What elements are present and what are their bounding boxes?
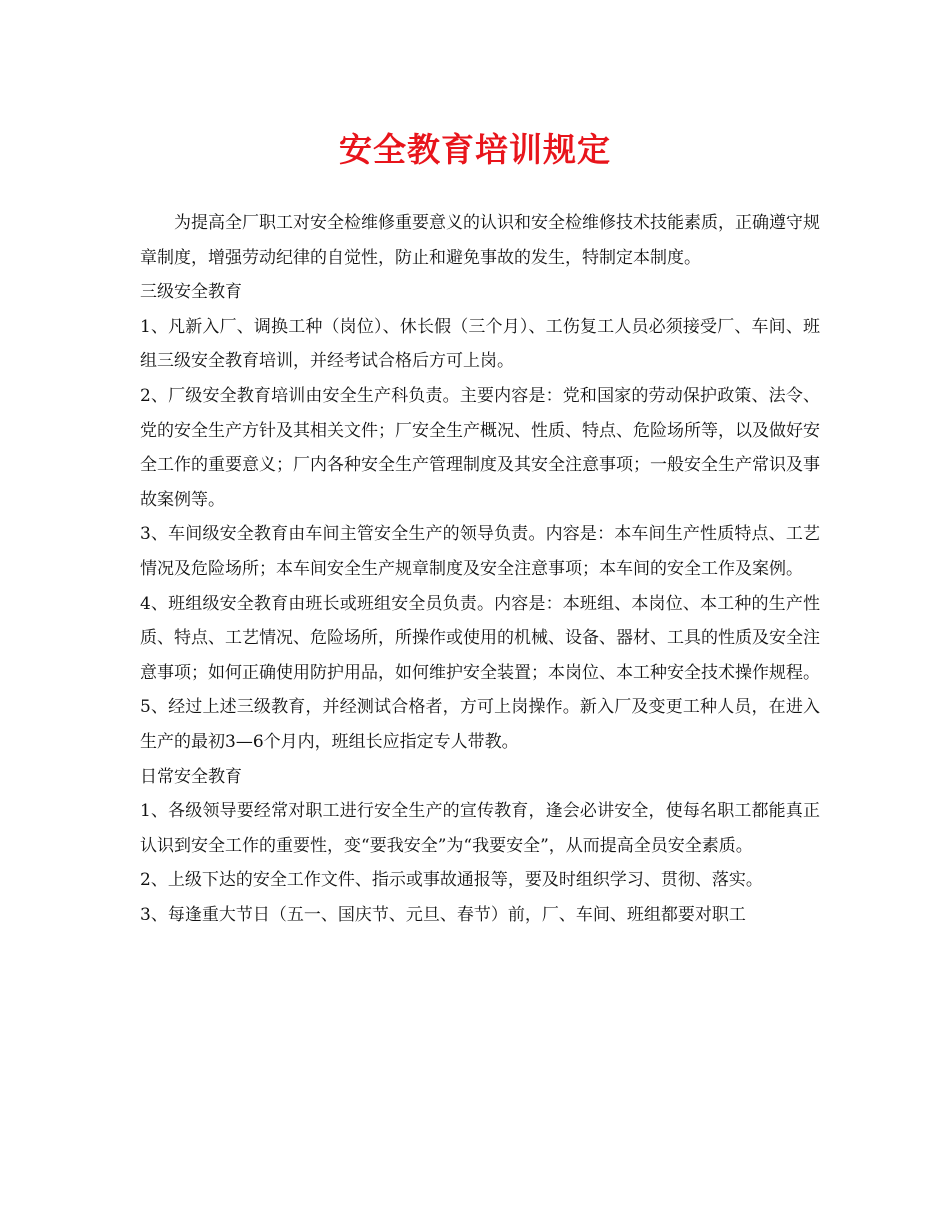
list-item: 2、厂级安全教育培训由安全生产科负责。主要内容是：党和国家的劳动保护政策、法令、党的安全生产方针及其相关文件；厂安全生产概况、性质、特点、危险场所等，以及做好安全工作的重要意义；厂内各种安全生产管理制度及其安全注意事项；一般安全生产常识及事故案例等。 xyxy=(140,385,820,510)
list-item: 2、上级下达的安全工作文件、指示或事故通报等，要及时组织学习、贯彻、落实。 xyxy=(140,870,763,891)
list-item: 3、车间级安全教育由车间主管安全生产的领导负责。内容是：本车间生产性质特点、工艺情况及危险场所；本车间安全生产规章制度及安全注意事项；本车间的安全工作及案例。 xyxy=(140,524,820,579)
document-body xyxy=(140,206,820,932)
list-item: 1、各级领导要经常对职工进行安全生产的宣传教育，逢会必讲安全，使每名职工都能真正认识到安全工作的重要性，变“要我安全”为“我要安全”，从而提高全员安全素质。 xyxy=(140,801,820,856)
list-item: 1、凡新入厂、调换工种（岗位）、休长假（三个月）、工伤复工人员必须接受厂、车间、班组三级安全教育培训，并经考试合格后方可上岗。 xyxy=(140,316,820,372)
intro-paragraph: 为提高全厂职工对安全检维修重要意义的认识和安全检维修技术技能素质，正确遵守规章制度，增强劳动纪律的自觉性，防止和避免事故的发生，特制定本制度。 xyxy=(140,213,820,268)
section-heading-daily: 日常安全教育 xyxy=(140,766,242,787)
list-item: 4、班组级安全教育由班长或班组安全员负责。内容是：本班组、本岗位、本工种的生产性质、特点、工艺情况、危险场所，所操作或使用的机械、设备、器材、工具的性质及安全注意事项；如何正确使用防护用品，如何维护安全装置；本岗位、本工种安全技术操作规程。 xyxy=(140,593,820,683)
list-item: 5、经过上述三级教育，并经测试合格者，方可上岗操作。新入厂及变更工种人员，在进入生产的最初3—6个月内，班组长应指定专人带教。 xyxy=(140,697,820,752)
document-title: 安全教育培训规定 xyxy=(339,130,611,169)
list-item: 3、每逢重大节日（五一、国庆节、元旦、春节）前，厂、车间、班组都要对职工 xyxy=(140,904,746,925)
section-heading-three-level: 三级安全教育 xyxy=(140,282,242,303)
